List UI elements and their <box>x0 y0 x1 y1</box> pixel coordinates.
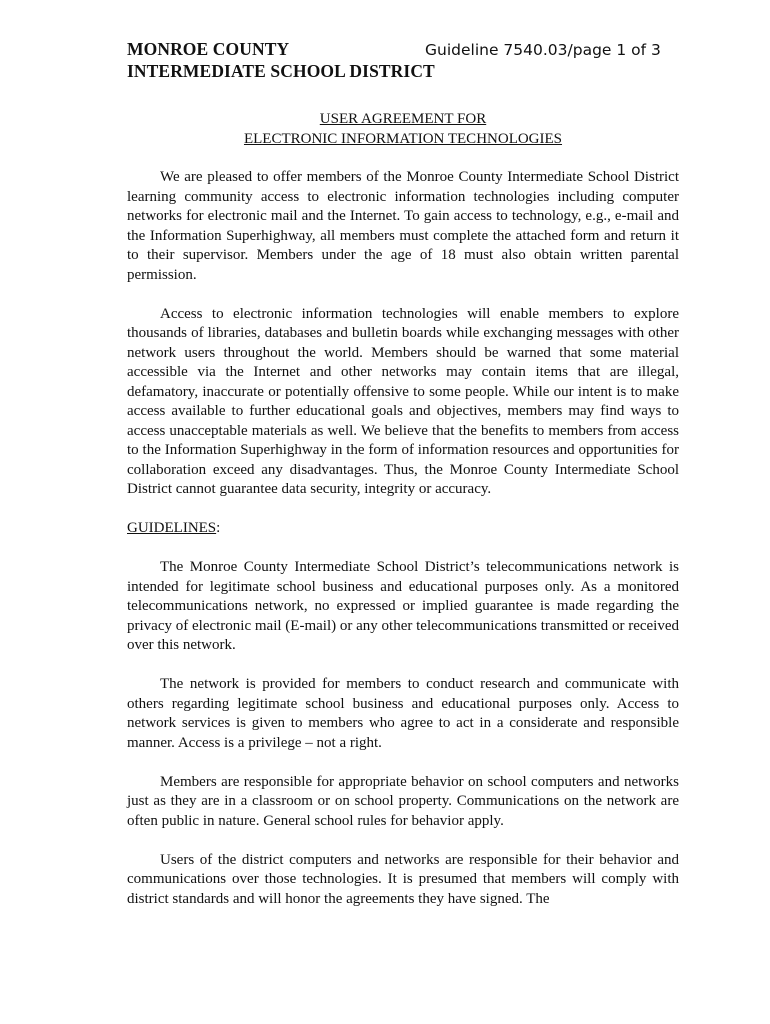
document-page <box>127 38 679 909</box>
organization-name-line2: INTERMEDIATE SCHOOL DISTRICT <box>127 61 435 81</box>
title-line2: ELECTRONIC INFORMATION TECHNOLOGIES <box>243 130 563 147</box>
member-responsibility-paragraph: Members are responsible for appropriate behavior on school computers and networks just as they are in a classroom or on school property. Communications on the network are often public in nature. General school rules for behavior apply. <box>127 773 679 829</box>
intro-paragraph: We are pleased to offer members of the Monroe County Intermediate School District learning community access to electronic information technologies including computer networks for electronic mail and the Internet. To gain access to technology, e.g., e-mail and the Information Superhighway, all members must complete the attached form and return it to their supervisor. Members under the age of 18 must also obtain written parental permission. <box>127 169 679 283</box>
document-header <box>127 38 679 60</box>
network-provided-paragraph: The network is provided for members to conduct research and communicate with others regarding legitimate school business and educational purposes only. Access to network services is given to members who agree to act in a considerate and responsible manner. Access is a privilege – not a right. <box>127 676 679 751</box>
title-line1: USER AGREEMENT FOR <box>319 111 487 127</box>
organization-name-line1: MONROE COUNTY <box>127 39 290 59</box>
guidelines-heading-colon: : <box>216 520 221 536</box>
guideline-page-number: Guideline 7540.03/page 1 of 3 <box>425 41 661 59</box>
guidelines-heading <box>127 519 679 539</box>
access-paragraph: Access to electronic information technologies will enable members to explore thousands of libraries, databases and bulletin boards while exchanging messages with other network users throughout the world. Members should be warned that some material accessible via the Internet and other networks may contain items that are illegal, defamatory, inaccurate or potentially offensive to some people. While our intent is to make access available to further educational goals and objectives, members may find ways to access unacceptable materials as well. We believe that the benefits to members from access to the Information Superhighway in the form of information resources and opportunities for collaboration exceed any disadvantages. Thus, the Monroe County Intermediate School District cannot guarantee data security, integrity or accuracy. <box>127 305 679 497</box>
user-behavior-paragraph: Users of the district computers and networks are responsible for their behavior and communications over those technologies. It is presumed that members will comply with district standards and will honor the agreements they have signed. The <box>127 851 679 907</box>
network-purpose-paragraph: The Monroe County Intermediate School District’s telecommunications network is intended for legitimate school business and educational purposes only. As a monitored telecommunications network, no expressed or implied guarantee is made regarding the privacy of electronic mail (E-mail) or any other telecommunications transmitted or received over this network. <box>127 559 679 653</box>
guidelines-heading-text: GUIDELINES <box>127 520 217 536</box>
document-title <box>127 110 679 149</box>
